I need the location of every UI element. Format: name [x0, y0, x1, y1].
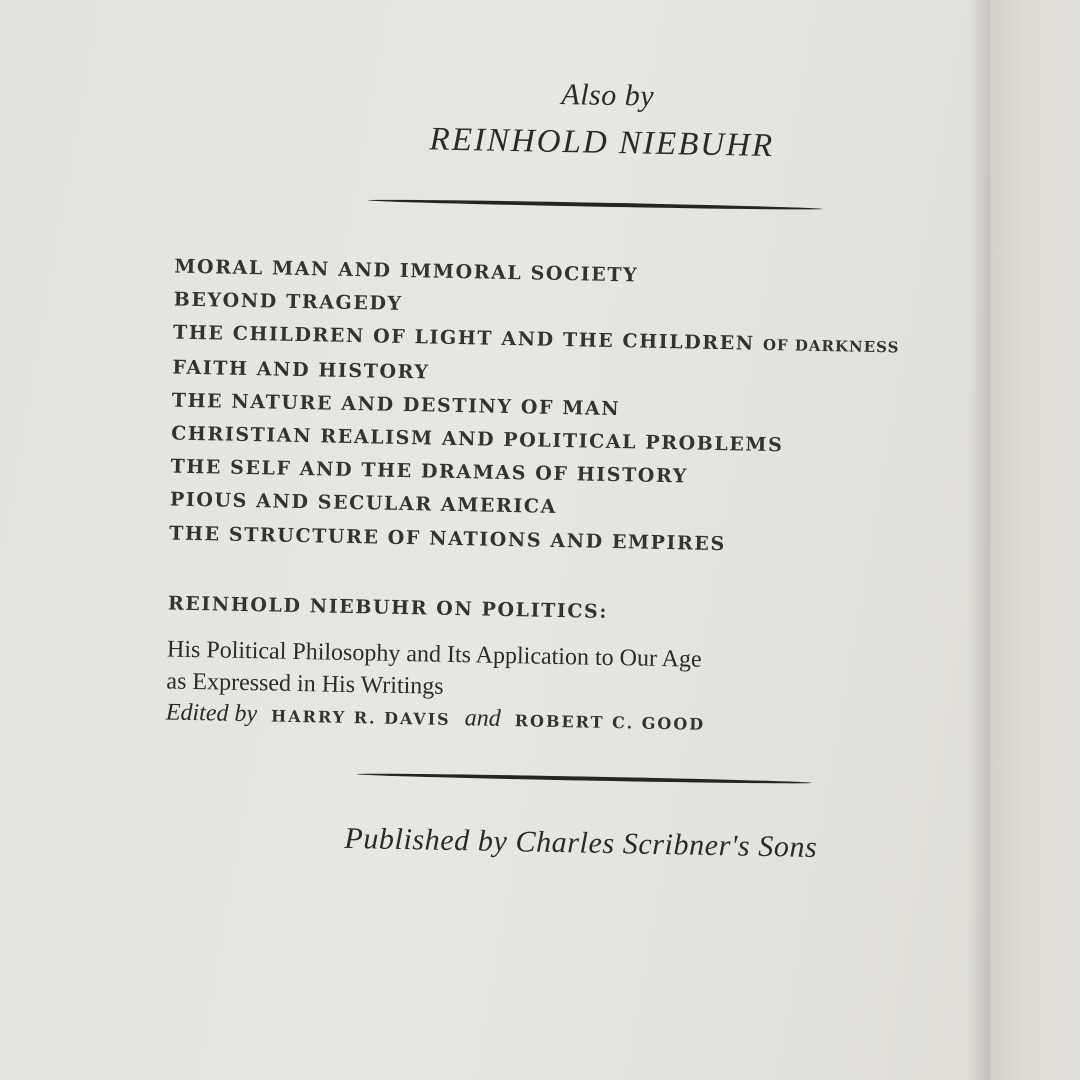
editor-conjunction: and [464, 705, 501, 732]
book-title: FAITH AND HISTORY [172, 356, 430, 384]
editor-name: HARRY R. DAVIS [270, 706, 451, 729]
book-title-main: THE CHILDREN OF LIGHT AND THE CHILDREN [172, 321, 755, 356]
book-title: THE NATURE AND DESTINY OF MAN [171, 389, 621, 420]
anthology-description [166, 633, 702, 707]
author-name: REINHOLD NIEBUHR [429, 121, 775, 165]
also-by-heading: Also by [561, 77, 655, 113]
book-title: BEYOND TRAGEDY [173, 288, 403, 316]
book-title-list [169, 251, 901, 565]
anthology-description-line: as Expressed in His Writings [166, 668, 444, 700]
anthology-heading: REINHOLD NIEBUHR ON POLITICS: [167, 592, 609, 623]
facing-page-edge [990, 0, 1080, 1080]
bottom-ornamental-rule [357, 772, 812, 785]
publisher-line: Published by Charles Scribner's Sons [344, 821, 818, 865]
book-title: THE STRUCTURE OF NATIONS AND EMPIRES [169, 522, 727, 555]
book-title-suffix: OF DARKNESS [762, 336, 900, 357]
book-title: THE SELF AND THE DRAMAS OF HISTORY [170, 455, 689, 488]
edited-by-label: Edited by [165, 699, 258, 728]
book-title: MORAL MAN AND IMMORAL SOCIETY [174, 255, 639, 287]
top-ornamental-rule [368, 198, 823, 211]
editor-name: ROBERT C. GOOD [514, 711, 706, 734]
book-title: CHRISTIAN REALISM AND POLITICAL PROBLEMS [170, 422, 784, 457]
gutter-shadow [968, 0, 990, 1080]
book-title: PIOUS AND SECULAR AMERICA [169, 488, 558, 519]
anthology-description-line: His Political Philosophy and Its Application to Our Age [166, 636, 702, 673]
